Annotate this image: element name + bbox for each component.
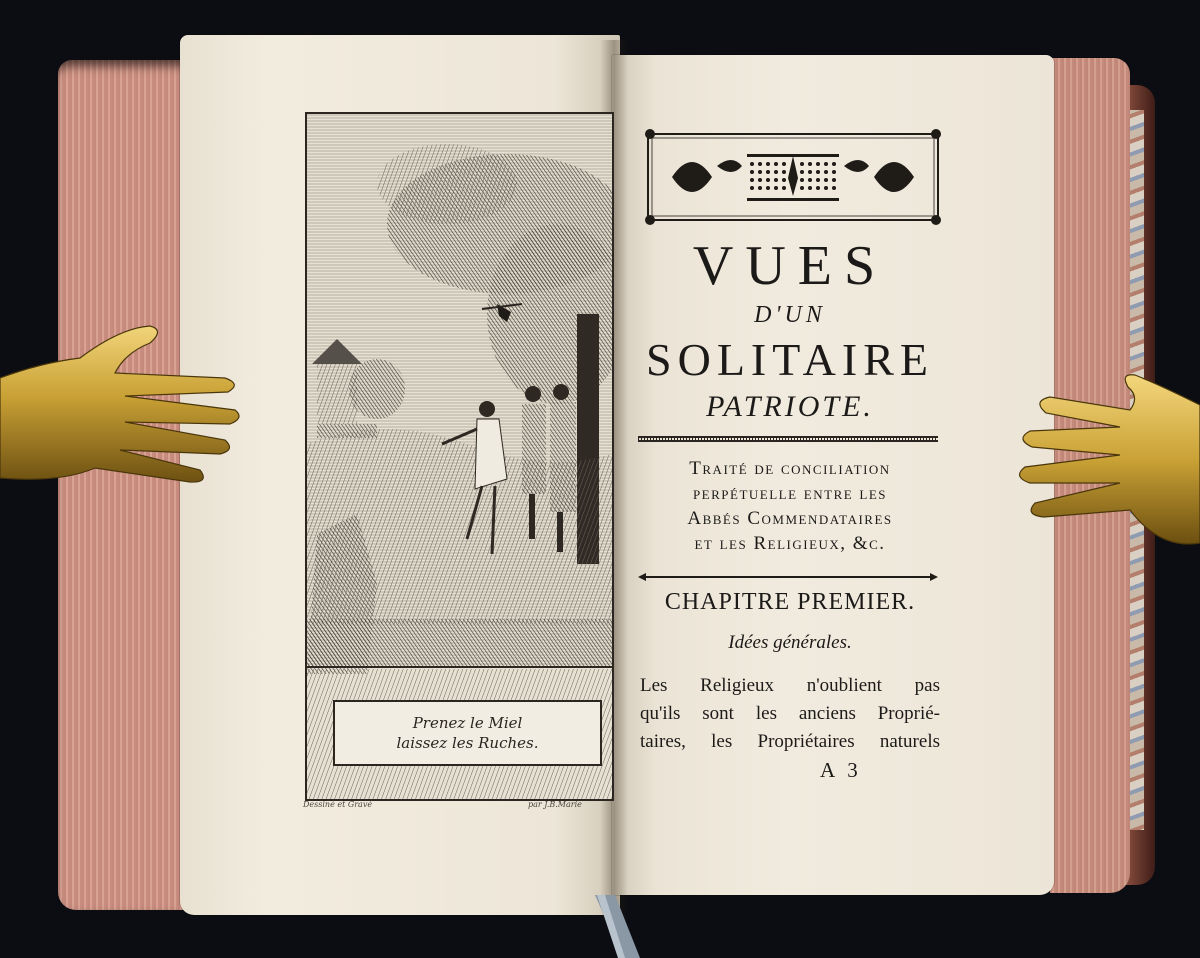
title-rule — [638, 436, 938, 442]
body-line: qu'ils sont les anciens Proprié- — [640, 703, 940, 724]
engraving-caption — [333, 700, 602, 766]
body-line: Les Religieux n'oublient pas — [640, 675, 940, 696]
brass-hand-left — [0, 318, 245, 503]
engraving-credit-right: par J.B.Marie — [528, 800, 582, 809]
section-heading: Idées générales. — [728, 632, 852, 653]
body-line: taires, les Propriétaires naturels — [640, 731, 940, 752]
body-paragraph — [640, 672, 940, 756]
chapter-heading: CHAPITRE PREMIER. — [664, 589, 916, 615]
subtitle-block — [640, 456, 940, 556]
engraving-illustration — [307, 114, 612, 799]
caption-line-1: Prenez le Miel — [412, 713, 523, 732]
title-word-vues: VUES — [692, 235, 888, 297]
ribbon-bookmark — [585, 895, 645, 958]
title-word-solitaire: SOLITAIRE — [646, 334, 934, 385]
brass-hand-right — [1010, 365, 1200, 555]
engraving-credit-left: Dessiné et Gravé — [303, 800, 373, 809]
engraving-plate — [305, 112, 614, 801]
caption-line-2: laissez les Ruches. — [396, 734, 539, 752]
title-word-patriote: PATRIOTE. — [706, 390, 874, 423]
arrow-rule — [638, 572, 938, 582]
subtitle-line: et les Religieux, &c. — [694, 533, 886, 554]
subtitle-line: Abbés Commendataires — [687, 508, 893, 529]
headpiece-ornament — [642, 126, 944, 228]
signature-mark: A 3 — [820, 758, 862, 782]
title-word-dun: D'UN — [754, 302, 826, 328]
subtitle-line: Traité de conciliation — [689, 458, 891, 479]
subtitle-line: perpétuelle entre les — [692, 483, 888, 504]
